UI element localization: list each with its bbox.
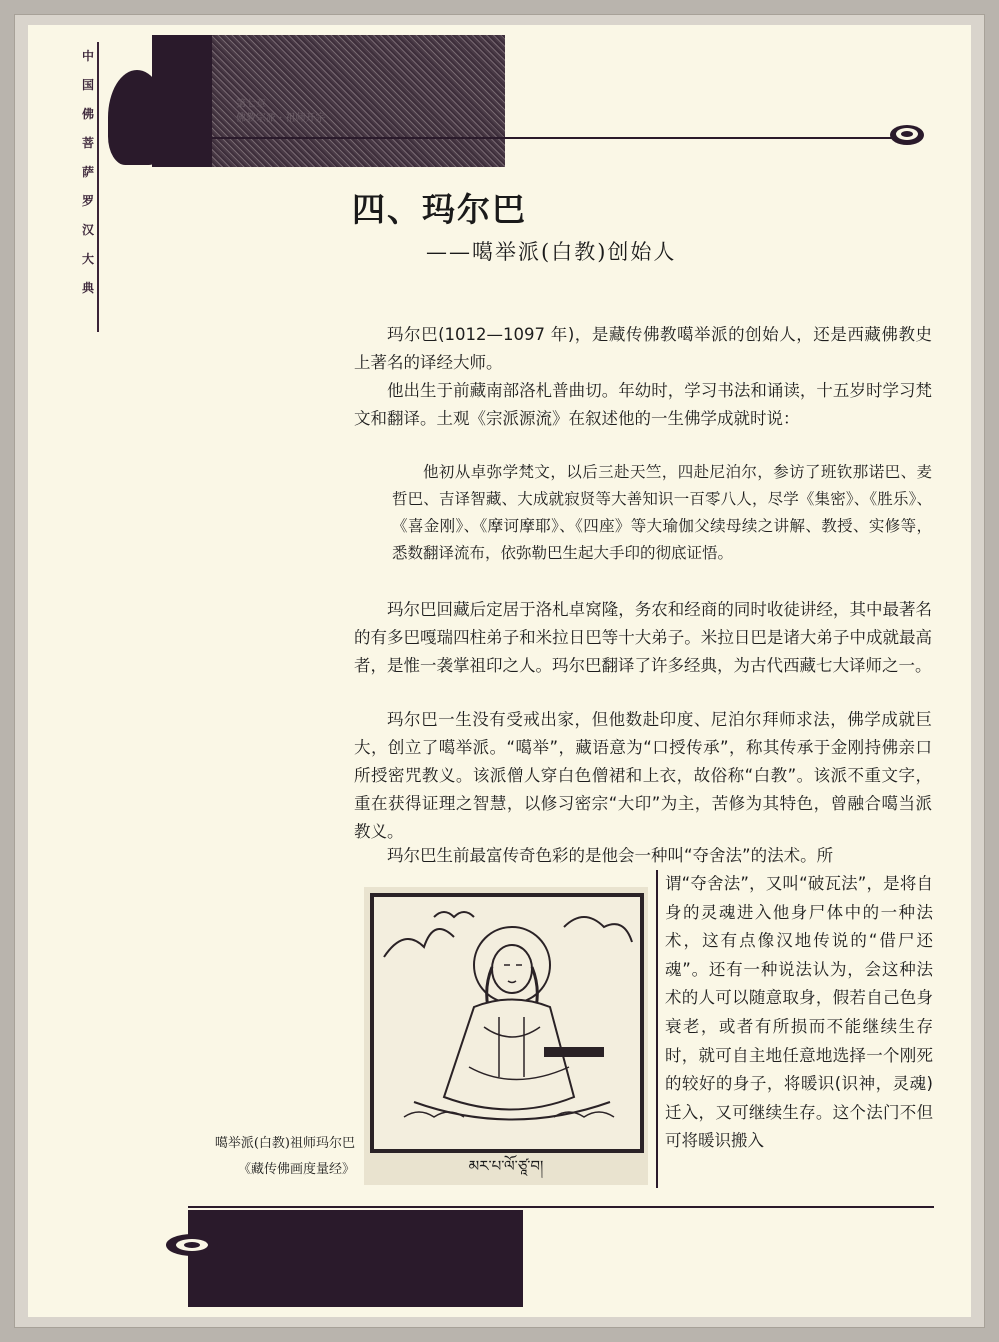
paragraph-4: 玛尔巴一生没有受戒出家，但他数赴印度、尼泊尔拜师求法，佛学成就巨大，创立了噶举派。“噶举”，藏语意为“口授传承”，称其传承于金刚持佛亲口所授密咒教义。该派僧人穿白色僧裙和上衣，故俗称“白教”。该派不重文字，重在获得证理之智慧，以修习密宗“大印”为主，苦修为其特色，曾融合噶当派教义。 [354, 710, 932, 841]
side-title-char: 国 [81, 78, 94, 92]
side-rule [97, 42, 99, 332]
header-small-line2: 佛教宗派 · 祖师开宗 [236, 113, 326, 124]
article-subtitle: ——噶举派(白教)创始人 [426, 240, 677, 264]
side-title-char: 汉 [81, 223, 94, 237]
side-title-char: 罗 [81, 194, 94, 208]
header-rule [212, 137, 896, 139]
side-title-char: 中 [81, 49, 94, 63]
figure-divider [656, 870, 658, 1188]
paragraph-5: 玛尔巴生前最富传奇色彩的是他会一种叫“夺舍法”的法术。所 [387, 846, 834, 865]
caption-line-2: 《藏传佛画度量经》 [237, 1162, 355, 1177]
footer-rule [188, 1206, 934, 1208]
tibetan-caption: མར་པ་ལོ་ཙཱ་བ། [468, 1157, 544, 1175]
header-dark-block [152, 35, 212, 167]
paragraph-6-column: 谓“夺舍法”，又叫“破瓦法”，是将自身的灵魂进入他身尸体中的一种法术，这有点像汉地传说的“借尸还魂”。还有一种说法认为，会这种法术的人可以随意取身，假若自己色身衰老，或者有所损而不能继续生存时，就可自主地任意地选择一个刚死的较好的身子，将暖识(识神，灵魂)迁入，又可继续生存。这个法门不但可将暖识搬入 [665, 874, 933, 1151]
side-title-char: 典 [81, 281, 94, 295]
footer-dark-block [188, 1210, 523, 1307]
figure-frame [370, 893, 644, 1153]
header-small-line1: 第七章 [236, 99, 266, 110]
figure-woodcut [364, 887, 648, 1185]
block-quote: 他初从卓弥学梵文，以后三赴天竺，四赴尼泊尔，参访了班钦那诺巴、麦哲巴、吉译智藏、大成就寂贤等大善知识一百零八人，尽学《集密》、《胜乐》、《喜金刚》、《摩诃摩耶》、《四座》等大瑜伽父续母续之讲解、教授、实修等，悉数翻译流布，依弥勒巴生起大手印的彻底证悟。 [392, 463, 932, 562]
article-title: 四、玛尔巴 [352, 190, 527, 229]
side-title-char: 萨 [81, 165, 94, 179]
side-title-char: 菩 [81, 136, 94, 150]
marpa-portrait-illustration [374, 897, 640, 1149]
figure-caption [165, 1131, 355, 1183]
book-side-title [77, 42, 99, 303]
paragraph-2: 他出生于前藏南部洛札普曲切。年幼时，学习书法和诵读，十五岁时学习梵文和翻译。土观《宗派源流》在叙述他的一生佛学成就时说： [354, 381, 932, 428]
paragraph-3: 玛尔巴回藏后定居于洛札卓窝隆，务农和经商的同时收徒讲经，其中最著名的有多巴嘎瑞四柱弟子和米拉日巴等十大弟子。米拉日巴是诸大弟子中成就最高者，是惟一袭掌祖印之人。玛尔巴翻译了许多经典，为古代西藏七大译师之一。 [354, 600, 932, 675]
side-title-char: 大 [81, 252, 94, 266]
cloud-ornament-icon [162, 1230, 222, 1260]
cloud-ornament-icon [888, 120, 926, 148]
header-chapter-label [236, 98, 376, 128]
side-title-char: 佛 [81, 107, 94, 121]
caption-line-1: 噶举派(白教)祖师玛尔巴 [214, 1136, 355, 1151]
paragraph-1: 玛尔巴(1012—1097 年)，是藏传佛教噶举派的创始人，还是西藏佛教史上著名的译经大师。 [354, 325, 932, 372]
